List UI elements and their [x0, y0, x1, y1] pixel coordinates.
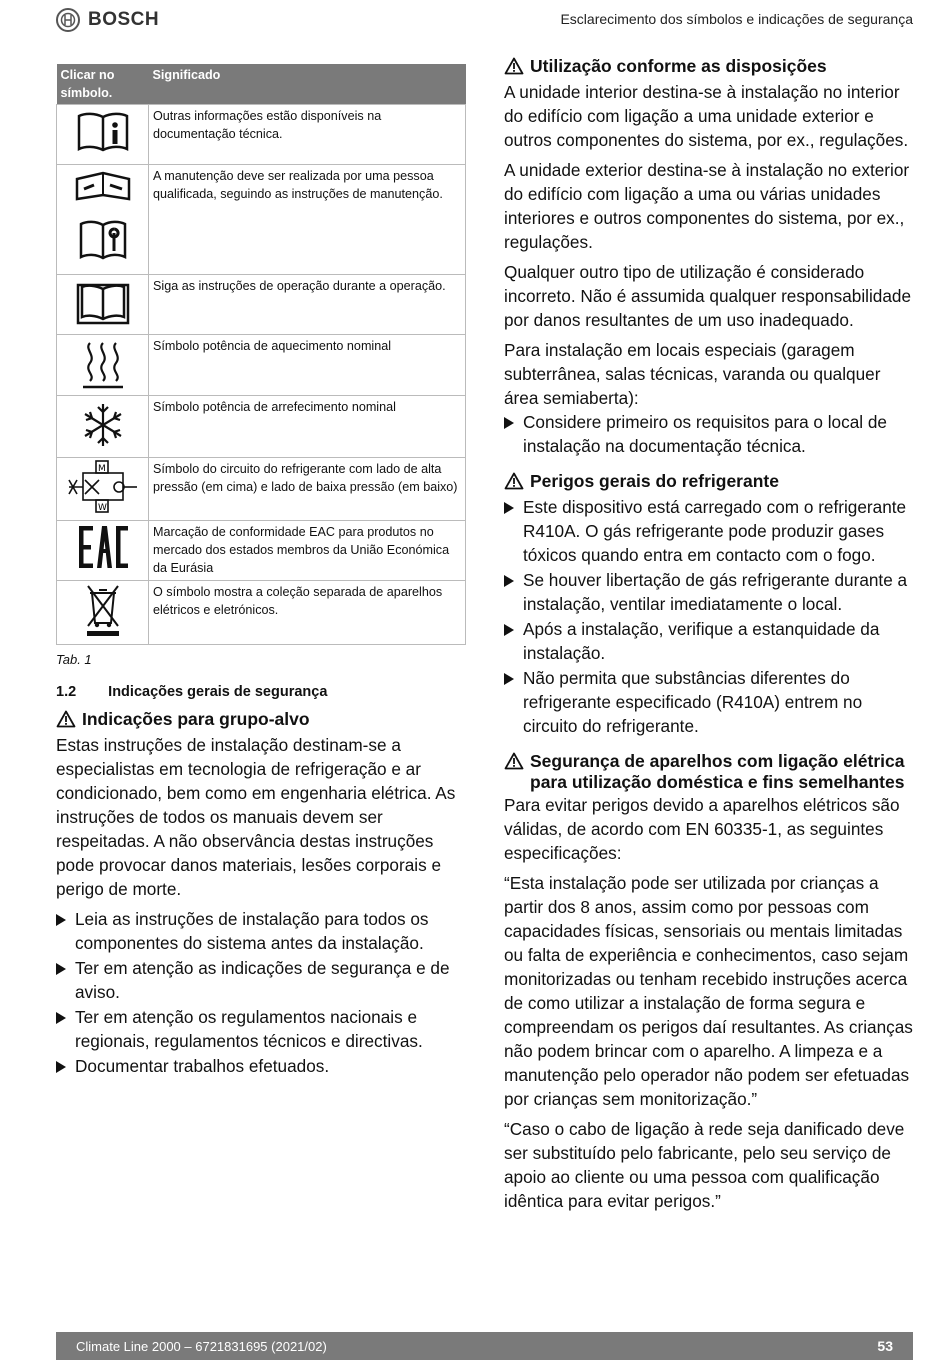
- table-cell-meaning: Símbolo potência de aquecimento nominal: [149, 335, 466, 396]
- table-row: [57, 335, 466, 396]
- bullet-triangle-icon: [56, 963, 66, 975]
- list-item: [56, 1054, 468, 1078]
- list-item-text: Não permita que substâncias diferentes do refrigerante especificado (R410A) entrem no circuito do refrigerante.: [523, 668, 863, 736]
- list-item-text: Leia as instruções de instalação para todos os componentes do sistema antes da instalação.: [75, 909, 429, 953]
- table-row: [57, 275, 466, 335]
- bullet-triangle-icon: [504, 673, 514, 685]
- table-header-symbol: Clicar no símbolo.: [57, 64, 149, 105]
- table-cell-icon: [57, 165, 149, 275]
- symbol-table: [56, 64, 466, 645]
- heading-text: Indicações para grupo-alvo: [82, 709, 310, 729]
- list-item-text: Documentar trabalhos efetuados.: [75, 1056, 330, 1076]
- paragraph: Estas instruções de instalação destinam-se a especialistas em tecnologia de refrigeração e ar condicionado, bem como em engenharia elétrica. As instruções de todos os manuais devem ser respeitadas. A não observância destas instruções pode provocar danos materiais, lesões corporais e perigo de morte.: [56, 735, 456, 899]
- list-item-text: Este dispositivo está carregado com o refrigerante R410A. O gás refrigerante pode produzir gases tóxicos quando entra em contacto com o fogo.: [523, 497, 907, 565]
- weee-bin-icon: [57, 581, 148, 639]
- list-item: [504, 495, 916, 567]
- table-header-row: [57, 64, 466, 105]
- table-cell-meaning: Símbolo do circuito do refrigerante com lado de alta pressão (em cima) e lado de baixa pressão (em baixo): [149, 458, 466, 521]
- bosch-logo: [56, 8, 159, 32]
- bullet-triangle-icon: [56, 914, 66, 926]
- svg-text:W: W: [97, 503, 107, 513]
- list-item-text: Se houver libertação de gás refrigerante durante a instalação, ventilar imediatamente o local.: [523, 570, 908, 614]
- bullet-triangle-icon: [56, 1012, 66, 1024]
- service-manual-icon: [57, 165, 148, 265]
- bullet-list: [504, 410, 916, 458]
- list-item: [504, 568, 916, 616]
- paragraph: Qualquer outro tipo de utilização é considerado incorreto. Não é assumida qualquer responsabilidade por danos resultantes de um uso inadequado.: [504, 262, 912, 330]
- list-item-text: Após a instalação, verifique a estanquidade da instalação.: [523, 619, 880, 663]
- table-row: [57, 458, 466, 521]
- bullet-triangle-icon: [504, 624, 514, 636]
- warning-triangle-icon: [504, 57, 524, 80]
- list-item: [56, 1005, 468, 1053]
- list-item-text: Ter em atenção os regulamentos nacionais e regionais, regulamentos técnicos e directivas.: [75, 1007, 423, 1051]
- bullet-triangle-icon: [504, 575, 514, 587]
- section-number: 1.2: [56, 684, 77, 700]
- table-cell-icon: [57, 396, 149, 458]
- table-header-meaning: Significado: [149, 64, 466, 105]
- svg-text:M: M: [97, 464, 106, 474]
- page-number: 53: [877, 1338, 893, 1354]
- table-row: [57, 521, 466, 581]
- bosch-armature-icon: [56, 8, 80, 32]
- right-column: [504, 56, 916, 1213]
- brand-name: BOSCH: [88, 9, 160, 30]
- table-cell-icon: [57, 581, 149, 645]
- table-row: [57, 396, 466, 458]
- page-footer: [56, 1332, 913, 1360]
- heading-text: Segurança de aparelhos com ligação elétrica para utilização doméstica e fins semelhantes: [530, 751, 905, 792]
- refrigerant-circuit-icon: [57, 458, 148, 516]
- paragraph: “Esta instalação pode ser utilizada por crianças a partir dos 8 anos, assim como por pessoas com capacidades físicas, sensoriais ou mentais limitadas ou falta de experiência e conhecimentos, caso sejam monitorizadas ou tenham recebido instruções acerca de como utilizar a instalação de forma segura e compreendam os perigos daí resultantes. As crianças não podem brincar com o aparelho. A limpeza e a manutenção pelo operador não podem ser efetuadas por crianças sem monitorização.”: [504, 873, 913, 1109]
- table-row: [57, 165, 466, 275]
- list-item-text: Considere primeiro os requisitos para o local de instalação na documentação técnica.: [523, 412, 887, 456]
- table-cell-meaning: Siga as instruções de operação durante a operação.: [149, 275, 466, 335]
- bullet-triangle-icon: [504, 502, 514, 514]
- table-cell-icon: [57, 105, 149, 165]
- paragraph: Para evitar perigos devido a aparelhos elétricos são válidas, de acordo com EN 60335-1, as seguintes especificações:: [504, 795, 900, 863]
- list-item: [504, 410, 916, 458]
- table-cell-meaning: Outras informações estão disponíveis na documentação técnica.: [149, 105, 466, 165]
- warning-triangle-icon: [504, 472, 524, 495]
- heading-target-group: [56, 709, 468, 733]
- operating-manual-icon: [57, 275, 148, 327]
- paragraph: “Caso o cabo de ligação à rede seja danificado deve ser substituído pelo fabricante, pelo seu serviço de apoio ao cliente ou uma pessoa com qualificação idêntica para evitar perigos.”: [504, 1119, 905, 1211]
- list-item: [504, 666, 916, 738]
- list-item: [56, 956, 468, 1004]
- table-cell-meaning: A manutenção deve ser realizada por uma pessoa qualificada, seguindo as instruções de manutenção.: [149, 165, 466, 275]
- header-section-title: Esclarecimento dos símbolos e indicações de segurança: [560, 11, 913, 27]
- table-caption: Tab. 1: [56, 652, 92, 667]
- list-item-text: Ter em atenção as indicações de segurança e de aviso.: [75, 958, 450, 1002]
- bullet-triangle-icon: [56, 1061, 66, 1073]
- heating-icon: [57, 335, 148, 391]
- section-title: Indicações gerais de segurança: [108, 684, 328, 700]
- table-row: [57, 105, 466, 165]
- heading-intended-use: [504, 56, 916, 80]
- table-row: [57, 581, 466, 645]
- bullet-triangle-icon: [504, 417, 514, 429]
- table-cell-meaning: Símbolo potência de arrefecimento nominal: [149, 396, 466, 458]
- heading-text: Utilização conforme as disposições: [530, 56, 827, 76]
- warning-triangle-icon: [56, 710, 76, 733]
- table-cell-icon: [57, 521, 149, 581]
- section-heading: [56, 684, 468, 700]
- eac-mark-icon: [57, 521, 148, 573]
- footer-document-id: Climate Line 2000 – 6721831695 (2021/02): [76, 1338, 327, 1354]
- bullet-list: [504, 495, 916, 738]
- warning-triangle-icon: [504, 752, 524, 775]
- left-column: [56, 684, 468, 1079]
- paragraph: Para instalação em locais especiais (garagem subterrânea, salas técnicas, varanda ou qualquer área semiaberta):: [504, 340, 881, 408]
- table-cell-meaning: Marcação de conformidade EAC para produtos no mercado dos estados membros da União Económica da Eurásia: [149, 521, 466, 581]
- table-cell-icon: [57, 335, 149, 396]
- heading-electrical-safety: [504, 751, 916, 793]
- table-cell-icon: [57, 458, 149, 521]
- table-cell-icon: [57, 275, 149, 335]
- table-cell-meaning: O símbolo mostra a coleção separada de aparelhos elétricos e eletrónicos.: [149, 581, 466, 645]
- cooling-snowflake-icon: [57, 396, 148, 452]
- list-item: [56, 907, 468, 955]
- list-item: [504, 617, 916, 665]
- info-book-icon: [57, 105, 148, 155]
- heading-text: Perigos gerais do refrigerante: [530, 471, 779, 491]
- heading-refrigerant-hazards: [504, 471, 916, 495]
- paragraph: A unidade exterior destina-se à instalação no exterior do edifício com ligação a uma ou várias unidades interiores e outros componentes do sistema, por ex., regulações.: [504, 160, 910, 252]
- bullet-list: [56, 907, 468, 1078]
- paragraph: A unidade interior destina-se à instalação no interior do edifício com ligação a uma unidade exterior e outros componentes do sistema, por ex., regulações.: [504, 82, 909, 150]
